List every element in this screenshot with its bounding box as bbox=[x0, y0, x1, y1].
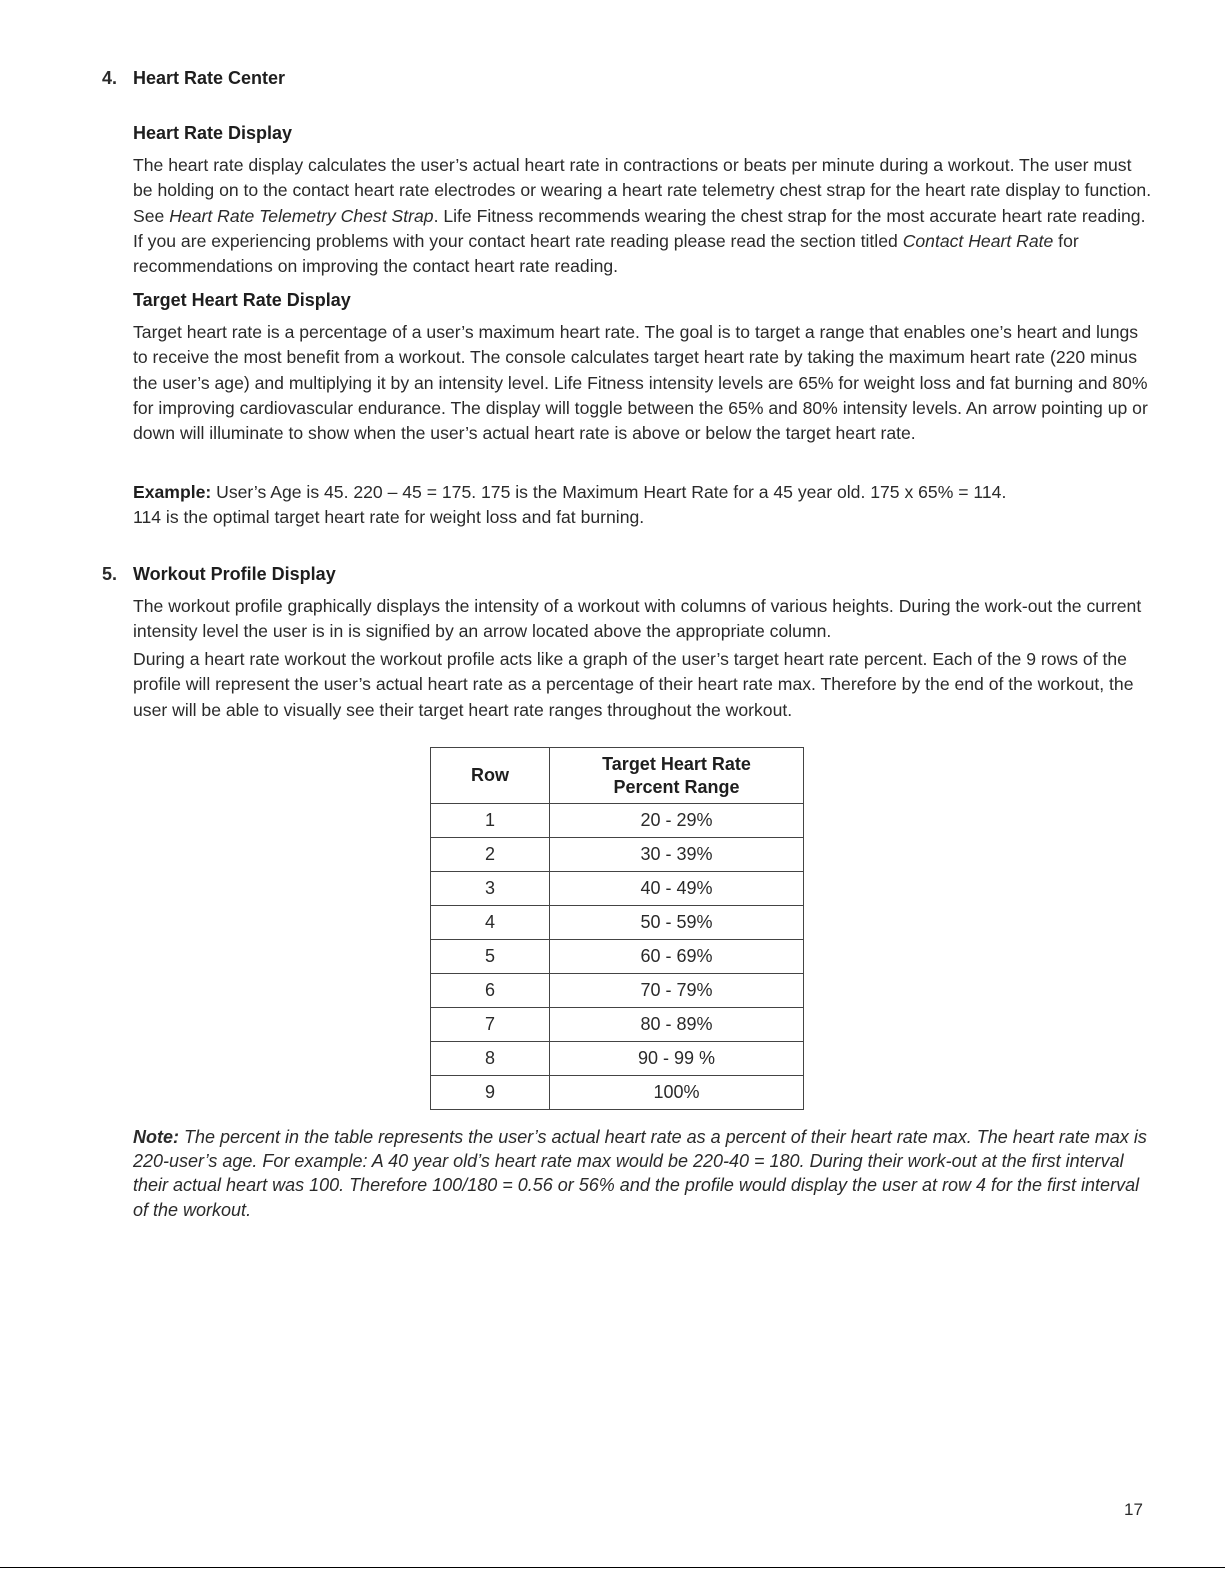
row-number: 5 bbox=[431, 940, 550, 974]
table-row bbox=[431, 1042, 804, 1076]
row-range: 90 - 99 % bbox=[550, 1042, 804, 1076]
note-text: The percent in the table represents the user’s actual heart rate as a percent of their heart rate max. The heart rate max is 220-user’s age. For example: A 40 year old’s heart rate max would be 220-40 = 180. During their work-out at the first interval their actual heart was 100. Therefore 100/180 = 0.56 or 56% and the profile would display the user at row 4 for the first interval of the workout. bbox=[133, 1127, 1147, 1220]
row-number: 3 bbox=[431, 872, 550, 906]
row-number: 1 bbox=[431, 804, 550, 838]
row-range: 80 - 89% bbox=[550, 1008, 804, 1042]
row-range: 20 - 29% bbox=[550, 804, 804, 838]
page-number: 17 bbox=[1124, 1500, 1143, 1519]
table-row bbox=[431, 872, 804, 906]
row-range: 40 - 49% bbox=[550, 872, 804, 906]
row-number: 6 bbox=[431, 974, 550, 1008]
row-range: 30 - 39% bbox=[550, 838, 804, 872]
heart-rate-display-heading: Heart Rate Display bbox=[133, 123, 293, 143]
workout-profile-paragraph-1: The workout profile graphically displays the intensity of a workout with columns of various heights. During the work-out the current intensity level the user is in is signified by an arrow located above the appropriate column. bbox=[133, 596, 1142, 642]
example-label: Example: bbox=[133, 482, 212, 502]
table-row bbox=[431, 1076, 804, 1110]
table-header-row bbox=[431, 748, 804, 804]
example-line-2: 114 is the optimal target heart rate for weight loss and fat burning. bbox=[133, 507, 645, 528]
contact-hr-reference: Contact Heart Rate bbox=[902, 230, 1054, 251]
bottom-rule bbox=[0, 1567, 1225, 1568]
row-number: 8 bbox=[431, 1042, 550, 1076]
row-number: 4 bbox=[431, 906, 550, 940]
target-heart-rate-paragraph: Target heart rate is a percentage of a user’s maximum heart rate. The goal is to target a range that enables one’s heart and lungs to receive the most benefit from a workout. The console calculates target heart rate by taking the maximum heart rate (220 minus the user’s age) and multiplying it by an intensity level. Life Fitness intensity levels are 65% for weight loss and fat burning and 80% for improving cardiovascular endurance. The display will toggle between the 65% and 80% intensity levels. An arrow pointing up or down will illuminate to show when the user’s actual heart rate is above or below the target heart rate. bbox=[133, 322, 1148, 444]
section-5-title: Workout Profile Display bbox=[133, 564, 336, 584]
example-paragraph bbox=[133, 480, 1153, 531]
section-4-title: Heart Rate Center bbox=[133, 68, 286, 88]
hr-text-part-a: The heart rate display calculates the user’s actual heart rate in contractions or beats per minute during a workout. The user must be holding on to the contact heart rate electrodes or wearing a heart rate telemetry chest strap for the heart rate display to function. See bbox=[133, 155, 1152, 226]
table-row bbox=[431, 974, 804, 1008]
heart-rate-display-paragraph bbox=[133, 153, 1153, 279]
header-range-line-2: Percent Range bbox=[613, 776, 740, 797]
hr-telemetry-reference: Heart Rate Telemetry Chest Strap bbox=[169, 205, 434, 226]
hr-text-part-c: for recommendations on improving the contact heart rate reading. bbox=[133, 230, 1079, 277]
table-row bbox=[431, 906, 804, 940]
header-row: Row bbox=[431, 748, 550, 804]
example-line-1: User’s Age is 45. 220 – 45 = 175. 175 is the Maximum Heart Rate for a 45 year old. 175 x 65% = 114. bbox=[211, 482, 1007, 502]
table-row bbox=[431, 804, 804, 838]
note-paragraph bbox=[133, 1125, 1153, 1222]
header-range-line-1: Target Heart Rate bbox=[602, 753, 751, 774]
row-range: 100% bbox=[550, 1076, 804, 1110]
section-4-number: 4. bbox=[102, 68, 118, 88]
row-range: 70 - 79% bbox=[550, 974, 804, 1008]
section-5-number: 5. bbox=[102, 564, 118, 584]
row-number: 2 bbox=[431, 838, 550, 872]
row-range: 60 - 69% bbox=[550, 940, 804, 974]
table-row bbox=[431, 940, 804, 974]
target-heart-rate-table bbox=[430, 747, 804, 1110]
row-range: 50 - 59% bbox=[550, 906, 804, 940]
target-heart-rate-heading: Target Heart Rate Display bbox=[133, 290, 351, 310]
header-range bbox=[550, 748, 804, 804]
row-number: 9 bbox=[431, 1076, 550, 1110]
note-label: Note: bbox=[133, 1127, 179, 1147]
row-number: 7 bbox=[431, 1008, 550, 1042]
workout-profile-paragraph-2: During a heart rate workout the workout profile acts like a graph of the user’s target heart rate percent. Each of the 9 rows of the profile will represent the user’s actual heart rate as a percentage of their heart rate max. Therefore by the end of the workout, the user will be able to visually see their target heart rate ranges throughout the workout. bbox=[133, 649, 1134, 720]
hr-text-part-b: . Life Fitness recommends wearing the chest strap for the most accurate heart rate reading. If you are experiencing problems with your contact heart rate reading please read the section titled bbox=[133, 205, 1146, 251]
table-row bbox=[431, 838, 804, 872]
table-row bbox=[431, 1008, 804, 1042]
